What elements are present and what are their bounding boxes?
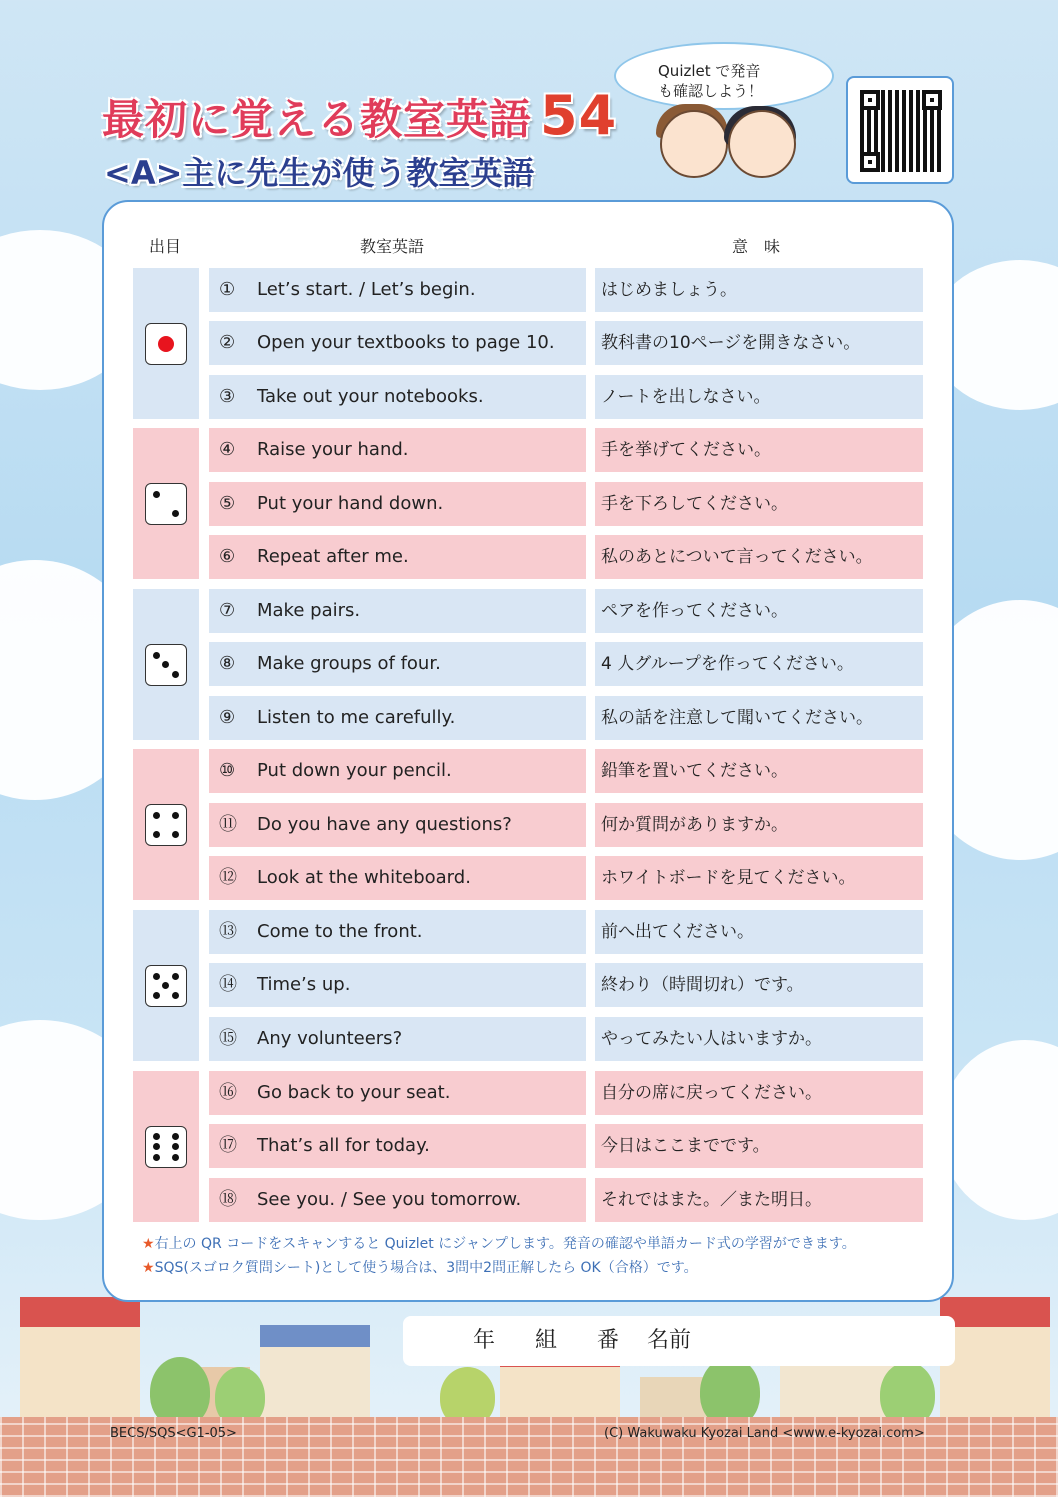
row-number: ① <box>219 279 236 300</box>
die-cell-3 <box>133 589 199 740</box>
page-subtitle: <A>主に先生が使う教室英語 <box>104 154 535 192</box>
die-pip <box>158 336 174 352</box>
die-pip <box>172 831 179 838</box>
boy-character-icon <box>660 110 728 178</box>
row-number: ⑰ <box>219 1135 237 1156</box>
english-phrase: Do you have any questions? <box>257 814 512 835</box>
die-pip <box>153 992 160 999</box>
die-pip <box>153 973 160 980</box>
row-number: ⑤ <box>219 493 236 514</box>
table-row-english <box>209 375 586 419</box>
table-row-english <box>209 321 586 365</box>
table-row-meaning: ホワイトボードを見てください。 <box>595 856 923 900</box>
english-phrase: Raise your hand. <box>257 439 409 460</box>
title-text: 最初に覚える教室英語 <box>102 95 533 144</box>
table-row-meaning: 自分の席に戻ってください。 <box>595 1071 923 1115</box>
row-number: ⑭ <box>219 974 237 995</box>
table-row-english <box>209 642 586 686</box>
die-six-icon <box>145 1126 187 1168</box>
die-cell-2 <box>133 428 199 579</box>
die-pip <box>162 982 169 989</box>
english-phrase: Open your textbooks to page 10. <box>257 332 555 353</box>
die-pip <box>153 652 160 659</box>
table-row-meaning: 終わり（時間切れ）です。 <box>595 963 923 1007</box>
note-line <box>142 1233 856 1253</box>
year-label: 年 <box>473 1328 496 1353</box>
row-number: ⑨ <box>219 707 236 728</box>
cloud-decoration <box>940 1040 1058 1220</box>
table-row-english <box>209 910 586 954</box>
table-row-meaning: ペアを作ってください。 <box>595 589 923 633</box>
note-text: 右上の QR コードをスキャンすると Quizlet にジャンプします。発音の確認や単語カード式の学習ができます。 <box>154 1236 856 1252</box>
english-phrase: Put down your pencil. <box>257 760 452 781</box>
die-cell-5 <box>133 910 199 1061</box>
table-row-english <box>209 268 586 312</box>
english-phrase: Listen to me carefully. <box>257 707 456 728</box>
english-phrase: Go back to your seat. <box>257 1082 451 1103</box>
table-row-meaning: はじめましょう。 <box>595 268 923 312</box>
die-pip <box>172 1154 179 1161</box>
die-pip <box>153 831 160 838</box>
qr-code-icon <box>860 90 942 172</box>
table-row-meaning: 前へ出てください。 <box>595 910 923 954</box>
row-number: ⑪ <box>219 814 237 835</box>
table-row-english <box>209 1017 586 1061</box>
die-pip <box>172 973 179 980</box>
table-row-meaning: 4 人グループを作ってください。 <box>595 642 923 686</box>
bubble-line: Quizlet で発音 <box>658 62 761 80</box>
row-number: ⑩ <box>219 760 236 781</box>
row-number: ⑥ <box>219 546 236 567</box>
number-label: 番 <box>597 1328 620 1353</box>
table-row-meaning: やってみたい人はいますか。 <box>595 1017 923 1061</box>
die-cell-1 <box>133 268 199 419</box>
table-row-meaning: 鉛筆を置いてください。 <box>595 749 923 793</box>
die-three-icon <box>145 644 187 686</box>
die-pip <box>153 1133 160 1140</box>
die-two-icon <box>145 483 187 525</box>
die-cell-4 <box>133 749 199 900</box>
column-header-english: 教室英語 <box>360 237 425 256</box>
die-four-icon <box>145 804 187 846</box>
table-row-meaning: それではまた。／また明日。 <box>595 1178 923 1222</box>
star-icon: ★ <box>142 1236 155 1252</box>
table-row-english <box>209 803 586 847</box>
table-row-english <box>209 1071 586 1115</box>
die-pip <box>172 812 179 819</box>
table-row-english <box>209 1124 586 1168</box>
table-row-english <box>209 589 586 633</box>
table-row-meaning: 今日はここまでです。 <box>595 1124 923 1168</box>
girl-character-icon <box>728 110 796 178</box>
footer-code: BECS/SQS<G1-05> <box>110 1426 237 1441</box>
die-pip <box>153 1154 160 1161</box>
table-row-english <box>209 749 586 793</box>
english-phrase: Any volunteers? <box>257 1028 403 1049</box>
die-pip <box>172 1133 179 1140</box>
note-line <box>142 1257 698 1277</box>
row-number: ④ <box>219 439 236 460</box>
row-number: ⑮ <box>219 1028 237 1049</box>
english-phrase: Repeat after me. <box>257 546 409 567</box>
table-row-english <box>209 1178 586 1222</box>
row-number: ⑧ <box>219 653 236 674</box>
table-row-english <box>209 535 586 579</box>
row-number: ② <box>219 332 236 353</box>
qr-code-box[interactable] <box>846 76 954 184</box>
table-row-english <box>209 696 586 740</box>
name-label: 名前 <box>647 1328 692 1353</box>
speech-bubble <box>614 42 834 110</box>
die-pip <box>153 491 160 498</box>
table-row-english <box>209 856 586 900</box>
column-header-meaning: 意 味 <box>732 237 781 256</box>
die-pip <box>162 661 169 668</box>
english-phrase: Look at the whiteboard. <box>257 867 471 888</box>
qr-finder <box>860 90 880 110</box>
star-icon: ★ <box>142 1260 155 1276</box>
die-cell-6 <box>133 1071 199 1222</box>
table-row-english <box>209 428 586 472</box>
name-entry-bar[interactable] <box>403 1316 955 1366</box>
english-phrase: Come to the front. <box>257 921 423 942</box>
table-row-meaning: 手を挙げてください。 <box>595 428 923 472</box>
building <box>940 1297 1050 1437</box>
die-pip <box>172 510 179 517</box>
english-phrase: Let’s start. / Let’s begin. <box>257 279 476 300</box>
english-phrase: Put your hand down. <box>257 493 444 514</box>
die-one-icon <box>145 323 187 365</box>
footer-copyright: (C) Wakuwaku Kyozai Land <www.e-kyozai.com> <box>604 1426 925 1441</box>
english-phrase: That’s all for today. <box>257 1135 430 1156</box>
die-pip <box>172 671 179 678</box>
class-label: 組 <box>535 1328 558 1353</box>
row-number: ③ <box>219 386 236 407</box>
english-phrase: Take out your notebooks. <box>257 386 484 407</box>
row-number: ⑯ <box>219 1082 237 1103</box>
die-pip <box>172 992 179 999</box>
table-row-meaning: 何か質問がありますか。 <box>595 803 923 847</box>
title-number: 54 <box>540 84 618 147</box>
table-row-english <box>209 963 586 1007</box>
table-row-meaning: 手を下ろしてください。 <box>595 482 923 526</box>
note-text: SQS(スゴロク質問シート)として使う場合は、3問中2問正解したら OK（合格）です。 <box>154 1260 698 1276</box>
table-row-english <box>209 482 586 526</box>
table-row-meaning: ノートを出しなさい。 <box>595 375 923 419</box>
die-pip <box>172 1143 179 1150</box>
english-phrase: Time’s up. <box>257 974 351 995</box>
table-row-meaning: 教科書の10ページを開きなさい。 <box>595 321 923 365</box>
row-number: ⑫ <box>219 867 237 888</box>
page-title <box>102 84 617 147</box>
table-row-meaning: 私のあとについて言ってください。 <box>595 535 923 579</box>
english-phrase: Make groups of four. <box>257 653 441 674</box>
english-phrase: Make pairs. <box>257 600 361 621</box>
bubble-line: も確認しよう！ <box>658 82 764 100</box>
town-illustration <box>0 1270 1058 1497</box>
row-number: ⑱ <box>219 1189 237 1210</box>
qr-finder <box>860 152 880 172</box>
table-row-meaning: 私の話を注意して聞いてください。 <box>595 696 923 740</box>
english-phrase: See you. / See you tomorrow. <box>257 1189 522 1210</box>
die-pip <box>153 1143 160 1150</box>
die-five-icon <box>145 965 187 1007</box>
column-header-die: 出目 <box>149 237 182 256</box>
qr-finder <box>922 90 942 110</box>
row-number: ⑦ <box>219 600 236 621</box>
row-number: ⑬ <box>219 921 237 942</box>
building <box>20 1297 140 1437</box>
die-pip <box>153 812 160 819</box>
